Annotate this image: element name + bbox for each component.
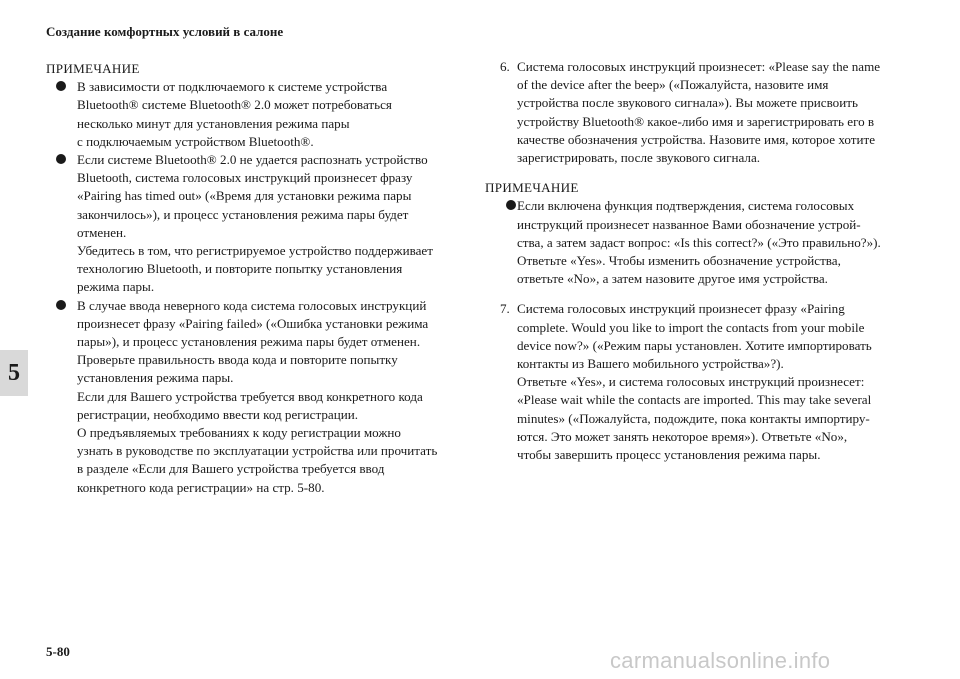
text-line: отменен. <box>77 224 127 240</box>
text-line: В зависимости от подключаемого к системе устройства <box>77 79 388 95</box>
text-line: minutes» («Пожалуйста, подождите, пока контакты импортиру- <box>517 410 870 426</box>
text-line: Ответьте «Yes», и система голосовых инструкций произнесет: <box>517 374 865 390</box>
text-line: узнать в руководстве по эксплуатации устройства или прочитать <box>77 443 438 459</box>
bullet-dot-icon <box>56 81 66 91</box>
bullet-text <box>77 297 466 497</box>
text-line: Убедитесь в том, что регистрируемое устройство поддерживает <box>77 243 433 259</box>
text-line: Проверьте правильность ввода кода и повторите попытку <box>77 352 398 368</box>
text-line: регистрации, необходимо ввести код регистрации. <box>77 406 359 422</box>
text-line: инструкций произнесет названное Вами обозначение устрой- <box>517 216 861 232</box>
watermark: carmanualsonline.info <box>610 648 831 673</box>
text-line: технологию Bluetooth, и повторите попытку установления <box>77 261 403 277</box>
note-bullet <box>484 197 920 288</box>
note-bullet-list <box>46 78 466 497</box>
step-text <box>517 300 920 464</box>
text-line: device now?» («Режим пары установлен. Хотите импортировать <box>517 337 872 353</box>
text-line: Ответьте «Yes». Чтобы изменить обозначение устройства, <box>517 253 841 269</box>
text-line: закончилось»), и процесс установления режима пары будет <box>77 206 409 222</box>
bullet-text <box>77 151 466 297</box>
bullet-text <box>77 78 466 151</box>
text-line: Если включена функция подтверждения, система голосовых <box>517 198 855 214</box>
text-line: в разделе «Если для Вашего устройства требуется ввод <box>77 461 385 477</box>
text-line: of the device after the beep» («Пожалуйста, назовите имя <box>517 77 829 93</box>
left-column <box>46 60 466 497</box>
right-note <box>484 179 920 288</box>
bullet-dot-icon <box>56 154 66 164</box>
page-number: 5-80 <box>46 644 70 659</box>
bullet-dot-icon <box>56 300 66 310</box>
text-line: режима пары. <box>77 279 155 295</box>
chapter-tab: 5 <box>0 350 28 396</box>
step-text <box>517 58 920 167</box>
text-line: complete. Would you like to import the contacts from your mobile <box>517 319 865 335</box>
text-line: зарегистрировать, после звукового сигнала. <box>517 150 761 166</box>
text-line: произнесет фразу «Pairing failed» («Ошибка установки режима <box>77 315 429 331</box>
note-title: ПРИМЕЧАНИЕ <box>485 180 579 196</box>
step-number: 7. <box>500 301 510 317</box>
step-7 <box>480 300 920 464</box>
text-line: пары»), и процесс установления режима пары будет отменен. <box>77 334 421 350</box>
text-line: с подключаемым устройством Bluetooth®. <box>77 133 314 149</box>
text-line: «Pairing has timed out» («Время для установки режима пары <box>77 188 412 204</box>
right-column <box>480 58 920 464</box>
page-header-title: Создание комфортных условий в салоне <box>46 24 284 39</box>
text-line: контакты из Вашего мобильного устройства»?). <box>517 356 784 372</box>
note-bullet <box>46 78 466 151</box>
step-number: 6. <box>500 59 510 74</box>
bullet-text <box>517 197 920 288</box>
text-line: Bluetooth, система голосовых инструкций произнесет фразу <box>77 170 413 186</box>
text-line: чтобы завершить процесс установления режима пары. <box>517 447 821 463</box>
step-6 <box>480 58 920 167</box>
text-line: О предъявляемых требованиях к коду регистрации можно <box>77 425 401 441</box>
text-line: В случае ввода неверного кода система голосовых инструкций <box>77 297 427 313</box>
text-line: Bluetooth® системе Bluetooth® 2.0 может потребоваться <box>77 97 392 113</box>
note-bullet <box>46 297 466 497</box>
text-line: конкретного кода регистрации» на стр. 5-80. <box>77 479 325 495</box>
text-line: несколько минут для установления режима пары <box>77 115 350 131</box>
note-title: ПРИМЕЧАНИЕ <box>46 61 140 76</box>
text-line: ются. Это может занять некоторое время»). Ответьте «No», <box>517 428 848 444</box>
bullet-dot-icon <box>506 200 516 210</box>
text-line: Если системе Bluetooth® 2.0 не удается распознать устройство <box>77 152 428 168</box>
text-line: ства, а затем задаст вопрос: «Is this correct?» («Это правильно?»). <box>517 234 881 250</box>
text-line: «Please wait while the contacts are imported. This may take several <box>517 392 872 408</box>
note-bullet <box>46 151 466 297</box>
text-line: ответьте «No», а затем назовите другое имя устройства. <box>517 271 828 287</box>
text-line: устройства после звукового сигнала»). Вы можете присвоить <box>517 95 858 111</box>
text-line: Если для Вашего устройства требуется ввод конкретного кода <box>77 388 423 404</box>
text-line: качестве обозначения устройства. Назовите имя, которое хотите <box>517 131 876 147</box>
text-line: установления режима пары. <box>77 370 234 386</box>
text-line: Система голосовых инструкций произнесет фразу «Pairing <box>517 301 845 317</box>
text-line: Система голосовых инструкций произнесет: «Please say the name <box>517 59 881 74</box>
text-line: устройству Bluetooth® какое-либо имя и зарегистрировать его в <box>517 113 875 129</box>
